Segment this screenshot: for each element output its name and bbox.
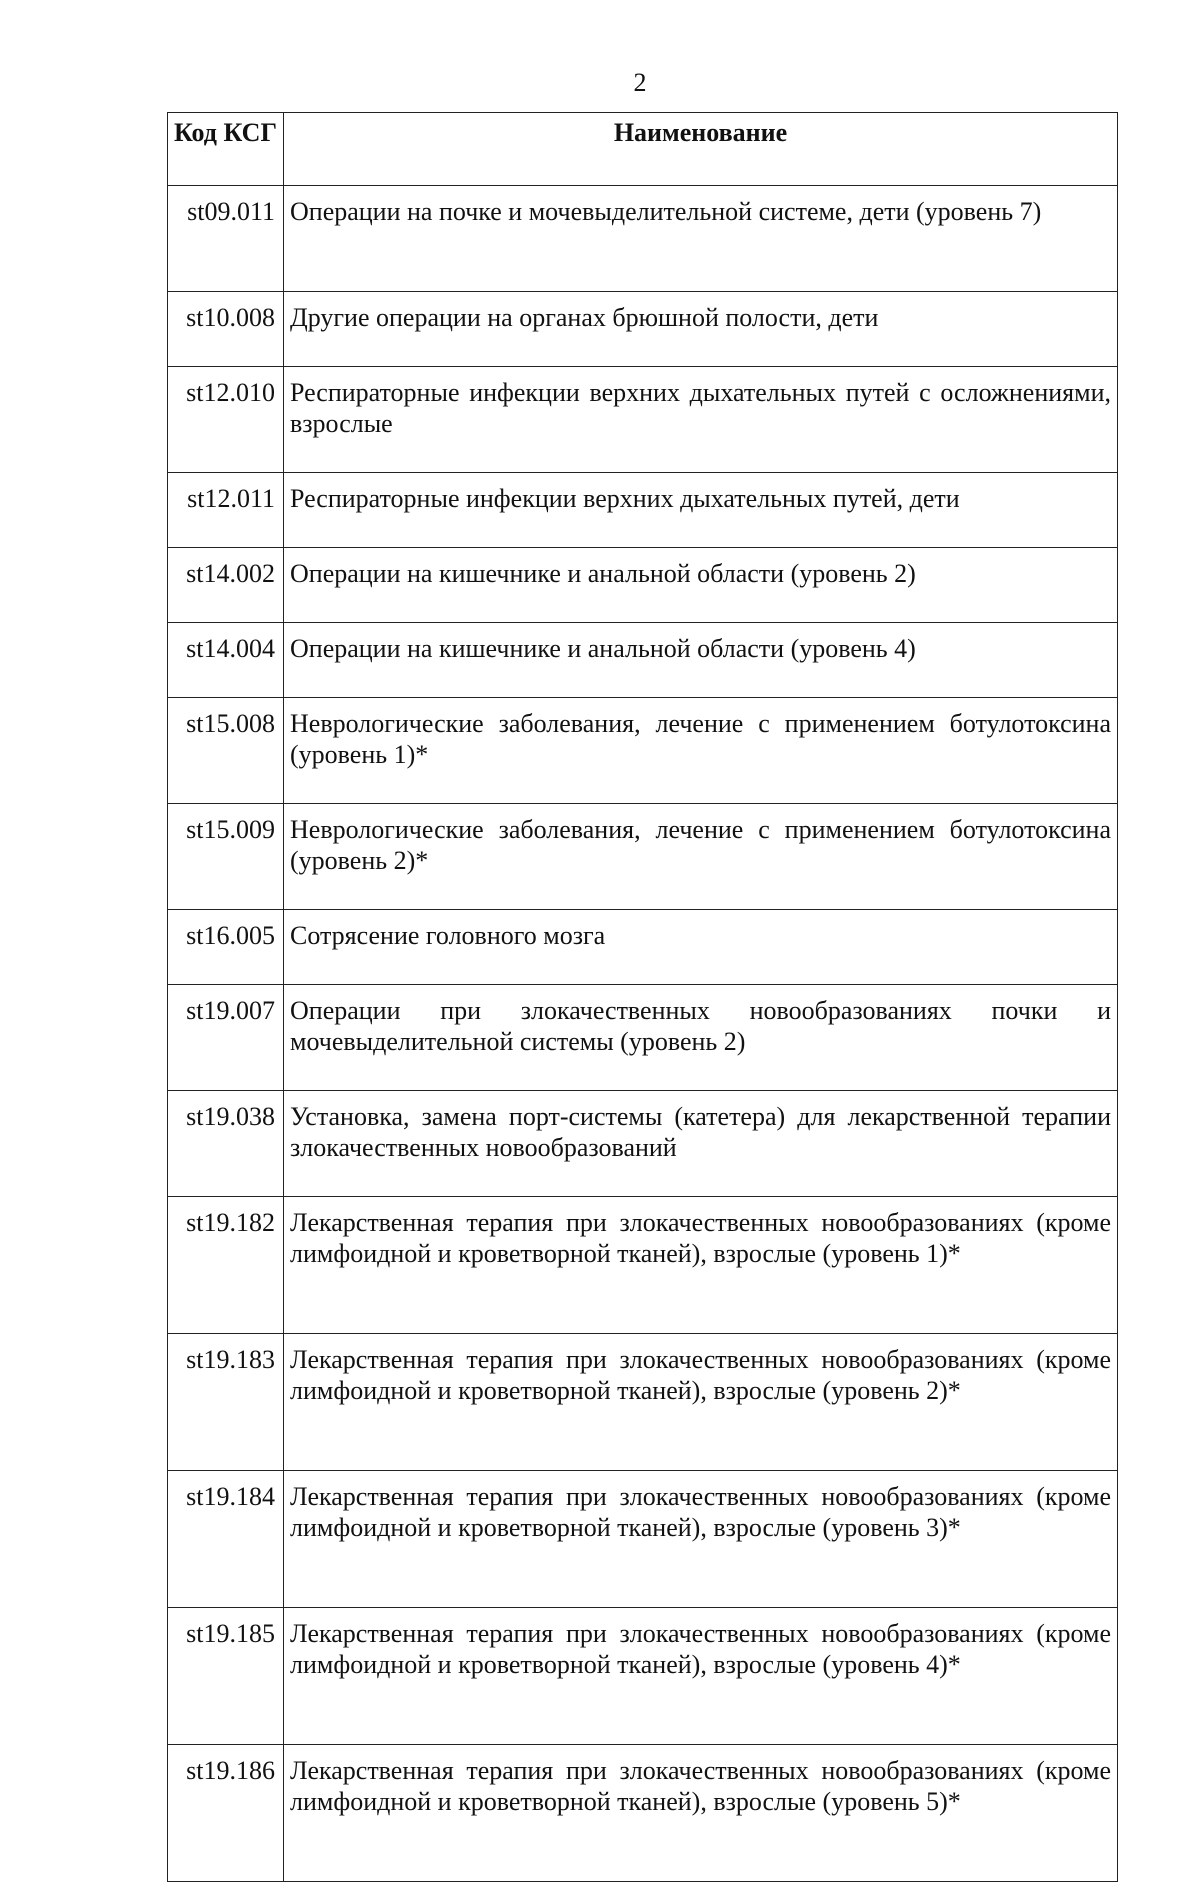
- ksg-name: Другие операции на органах брюшной полости, дети: [284, 292, 1118, 367]
- ksg-name: Неврологические заболевания, лечение с применением ботулотоксина (уровень 1)*: [284, 698, 1118, 804]
- ksg-name: Лекарственная терапия при злокачественных новообразованиях (кроме лимфоидной и кроветворной тканей), взрослые (уровень 2)*: [284, 1334, 1118, 1471]
- ksg-code: st15.008: [168, 698, 284, 804]
- table-row: [168, 186, 1118, 292]
- ksg-code: st19.183: [168, 1334, 284, 1471]
- table-row: [168, 698, 1118, 804]
- ksg-code: st19.185: [168, 1608, 284, 1745]
- ksg-name: Операции при злокачественных новообразованиях почки и мочевыделительной системы (уровень 2): [284, 985, 1118, 1091]
- table-row: [168, 1334, 1118, 1471]
- ksg-code: st19.186: [168, 1745, 284, 1882]
- ksg-table: [167, 112, 1118, 1882]
- ksg-code: st12.011: [168, 473, 284, 548]
- ksg-name: Лекарственная терапия при злокачественных новообразованиях (кроме лимфоидной и кроветворной тканей), взрослые (уровень 1)*: [284, 1197, 1118, 1334]
- table-row: [168, 910, 1118, 985]
- ksg-name: Неврологические заболевания, лечение с применением ботулотоксина (уровень 2)*: [284, 804, 1118, 910]
- ksg-name: Сотрясение головного мозга: [284, 910, 1118, 985]
- table-row: [168, 367, 1118, 473]
- ksg-code: st19.182: [168, 1197, 284, 1334]
- ksg-code: st19.038: [168, 1091, 284, 1197]
- ksg-code: st16.005: [168, 910, 284, 985]
- table-row: [168, 548, 1118, 623]
- table-header-row: [168, 113, 1118, 186]
- table-row: [168, 1745, 1118, 1882]
- ksg-code: st10.008: [168, 292, 284, 367]
- ksg-name: Лекарственная терапия при злокачественных новообразованиях (кроме лимфоидной и кроветворной тканей), взрослые (уровень 5)*: [284, 1745, 1118, 1882]
- ksg-name: Операции на почке и мочевыделительной системе, дети (уровень 7): [284, 186, 1118, 292]
- ksg-code: st15.009: [168, 804, 284, 910]
- table-row: [168, 1471, 1118, 1608]
- ksg-name: Операции на кишечнике и анальной области (уровень 4): [284, 623, 1118, 698]
- ksg-name: Операции на кишечнике и анальной области (уровень 2): [284, 548, 1118, 623]
- table-row: [168, 985, 1118, 1091]
- ksg-name: Лекарственная терапия при злокачественных новообразованиях (кроме лимфоидной и кроветворной тканей), взрослые (уровень 3)*: [284, 1471, 1118, 1608]
- table-row: [168, 1091, 1118, 1197]
- ksg-name: Лекарственная терапия при злокачественных новообразованиях (кроме лимфоидной и кроветворной тканей), взрослые (уровень 4)*: [284, 1608, 1118, 1745]
- ksg-code: st14.004: [168, 623, 284, 698]
- ksg-name: Установка, замена порт-системы (катетера) для лекарственной терапии злокачественных новообразований: [284, 1091, 1118, 1197]
- ksg-code: st19.007: [168, 985, 284, 1091]
- ksg-code: st12.010: [168, 367, 284, 473]
- ksg-name: Респираторные инфекции верхних дыхательных путей, дети: [284, 473, 1118, 548]
- header-name: Наименование: [284, 113, 1118, 186]
- ksg-code: st14.002: [168, 548, 284, 623]
- page-number: 2: [633, 68, 647, 97]
- ksg-code: st19.184: [168, 1471, 284, 1608]
- table-row: [168, 1608, 1118, 1745]
- table-row: [168, 1197, 1118, 1334]
- table-row: [168, 292, 1118, 367]
- table-row: [168, 623, 1118, 698]
- table-row: [168, 473, 1118, 548]
- table-row: [168, 804, 1118, 910]
- ksg-code: st09.011: [168, 186, 284, 292]
- header-code: Код КСГ: [168, 113, 284, 186]
- ksg-name: Респираторные инфекции верхних дыхательных путей с осложнениями, взрослые: [284, 367, 1118, 473]
